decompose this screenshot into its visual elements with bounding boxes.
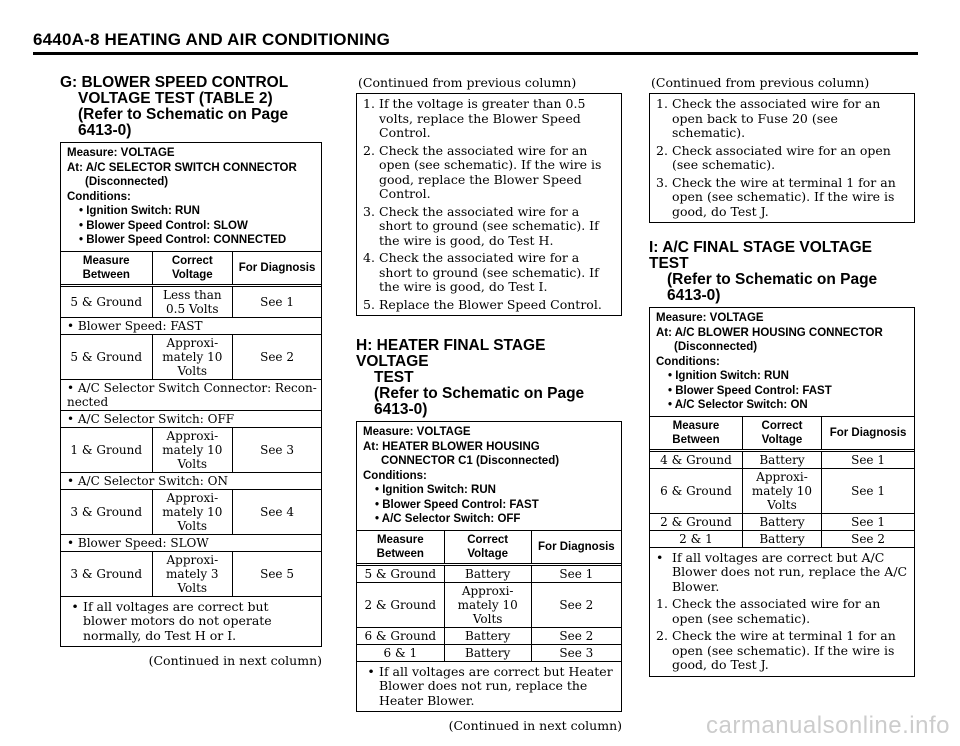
section-g-steps	[356, 93, 622, 316]
column-3	[649, 75, 915, 677]
table-row: • Blower Speed: SLOW	[61, 534, 321, 551]
watermark: carmanualsonline.info	[706, 712, 950, 739]
section-i-box	[649, 307, 915, 677]
table-row: 6 & Ground Battery See 2	[357, 627, 621, 644]
bullet-icon: •	[367, 663, 375, 679]
bullet-icon: •	[71, 598, 79, 614]
section-g-note: • If all voltages are correct but blower motors do not operate normally, do Test H or I.	[61, 597, 321, 647]
table-row: 5 & Ground Less than 0.5 Volts See 1	[61, 285, 321, 317]
table-row: 1 & Ground Approxi- mately 10 Volts See 3	[61, 427, 321, 472]
table-row: • Blower Speed: FAST	[61, 317, 321, 334]
table-row: 6 & Ground Approxi- mately 10 Volts See 1	[650, 468, 914, 513]
header-measure: Measure Between	[61, 252, 152, 286]
table-row: • A/C Selector Switch: OFF	[61, 410, 321, 427]
list-item: 3. Check the wire at terminal 1 for an open (see schematic). If the wire is good, do Test J.	[656, 174, 896, 219]
table-row: 5 & Ground Approxi- mately 10 Volts See 2	[61, 334, 321, 379]
list-item: 3. Check the associated wire for a short to ground (see schematic). If the wire is good, do Test H.	[363, 203, 599, 248]
header-rule	[33, 52, 918, 55]
section-h-conditions: Measure: VOLTAGE At: HEATER BLOWER HOUSING CONNECTOR C1 (Disconnected) Conditions: • Ignition Switch: RUN • Blower Speed Control: FAST • A/C Selector Switch: OFF	[357, 422, 621, 531]
table-row: 3 & Ground Approxi- mately 3 Volts See 5	[61, 551, 321, 596]
table-row: 2 & 1 Battery See 2	[650, 530, 914, 547]
table-header-row: Measure Between Correct Voltage For Diagnosis	[357, 531, 621, 565]
continued-prev: (Continued from previous column)	[358, 75, 577, 90]
table-row: • A/C Selector Switch Connector: Recon- nected	[61, 379, 321, 410]
list-item: 2. Check associated wire for an open (see schematic).	[656, 142, 891, 172]
section-h-note: • If all voltages are correct but Heater Blower does not run, replace the Heater Blower.	[357, 662, 621, 712]
table-row: 6 & 1 Battery See 3	[357, 644, 621, 661]
continued-next: (Continued in next column)	[148, 653, 322, 668]
section-i-conditions: Measure: VOLTAGE At: A/C BLOWER HOUSING CONNECTOR (Disconnected) Conditions: • Ignition Switch: RUN • Blower Speed Control: FAST • A/C Selector Switch: ON	[650, 308, 914, 417]
table-header-row: Measure Between Correct Voltage For Diagnosis	[650, 417, 914, 451]
list-item: 2. Check the wire at terminal 1 for an open (see schematic). If the wire is good, do Test J.	[656, 628, 896, 672]
column-2	[356, 75, 622, 733]
section-g-conditions: Measure: VOLTAGE At: A/C SELECTOR SWITCH CONNECTOR (Disconnected) Conditions: • Ignition Switch: RUN • Blower Speed Control: SLOW • Blower Speed Control: CONNECTED	[61, 143, 321, 252]
table-row: 4 & Ground Battery See 1	[650, 450, 914, 468]
section-g	[60, 75, 322, 668]
list-item: • If all voltages are correct but A/C Blower does not run, replace the A/C Blower.	[656, 549, 908, 594]
section-i-heading: I: A/C FINAL STAGE VOLTAGE TEST (Refer to Schematic on Page 6413-0)	[649, 239, 878, 304]
continued-next: (Continued in next column)	[448, 718, 622, 733]
table-row: 5 & Ground Battery See 1	[357, 564, 621, 582]
bullet-icon: •	[656, 549, 664, 565]
list-item: 4. Check the associated wire for a short to ground (see schematic). If the wire is good, do Test I.	[363, 250, 599, 294]
section-h-box	[356, 421, 622, 712]
section-g-heading: G: BLOWER SPEED CONTROL VOLTAGE TEST (TABLE 2) (Refer to Schematic on Page 6413-0)	[60, 74, 289, 139]
list-item: 1. Check the associated wire for an open (see schematic).	[656, 596, 881, 626]
section-g-box	[60, 142, 322, 647]
section-h-heading: H: HEATER FINAL STAGE VOLTAGE TEST (Refer to Schematic on Page 6413-0)	[356, 337, 585, 418]
continued-prev: (Continued from previous column)	[651, 75, 870, 90]
table-row: 2 & Ground Battery See 1	[650, 513, 914, 530]
list-item: 1. Check the associated wire for an open back to Fuse 20 (see schematic).	[656, 96, 881, 140]
section-h-table	[357, 531, 621, 662]
page-header: 6440A-8 HEATING AND AIR CONDITIONING	[33, 30, 390, 49]
list-item: 5. Replace the Blower Speed Control.	[363, 296, 602, 312]
header-voltage: Correct Voltage	[152, 252, 233, 286]
section-i-notes	[650, 548, 914, 676]
header-diagnosis: For Diagnosis	[233, 252, 321, 286]
table-row: 2 & Ground Approxi- mately 10 Volts See 2	[357, 582, 621, 627]
list-item: 2. Check the associated wire for an open (see schematic). If the wire is good, replace the Blower Speed Control.	[363, 142, 602, 201]
table-row: • A/C Selector Switch: ON	[61, 472, 321, 489]
table-header-row	[61, 252, 321, 286]
list-item: 1. If the voltage is greater than 0.5 volts, replace the Blower Speed Control.	[363, 96, 586, 140]
section-i-table	[650, 417, 914, 548]
table-row: 3 & Ground Approxi- mately 10 Volts See 4	[61, 489, 321, 534]
section-h-steps	[649, 93, 915, 223]
section-g-table	[61, 252, 321, 597]
